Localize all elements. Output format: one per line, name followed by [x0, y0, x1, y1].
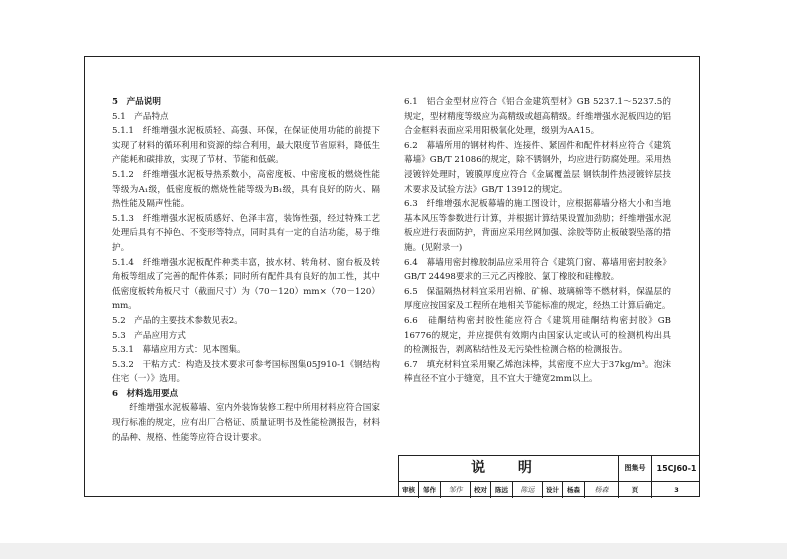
section-5-heading: 5 产品说明: [112, 97, 161, 107]
section-6-7: 6.7 填充材料宜采用聚乙烯泡沫棒，其密度不应大于37kg/m³。泡沫棒直径不宜小于缝宽，且不宜大于缝宽2mm以上。: [404, 359, 671, 385]
atlas-label: 图集号: [619, 456, 652, 481]
proof-label: 校对: [471, 482, 491, 498]
section-6-4: 6.4 幕墙用密封橡胶制品应采用符合《建筑门窗、幕墙用密封胶条》GB/T 24498要求的三元乙丙橡胶、氯丁橡胶和硅橡胶。: [404, 257, 671, 283]
section-6-3: 6.3 纤维增强水泥板幕墙的施工图设计，应根据幕墙分格大小和当地基本风压等参数进行计算，并根据计算结果设置加劲肋；纤维增强水泥板应进行表面防护，背面应采用丝网加强、涂胶等防止板破裂坠落的措施。(见附录一): [404, 199, 671, 253]
section-5-1-1: 5.1.1 纤维增强水泥板质轻、高强、环保，在保证使用功能的前提下实现了材料的循环利用和资源的综合利用，最大限度节省原料，降低生产能耗和碳排放，实现了节材、节能和低碳。: [112, 126, 380, 166]
design-signature: 杨森: [585, 482, 619, 498]
section-5-1-4: 5.1.4 纤维增强水泥板配件种类丰富，披水材、转角材、窗台板及转角板等组成了完善的配件体系；同时所有配件具有良好的加工性，其中低密度板转角板尺寸（截面尺寸）为（70－120）mm×（70－120）mm。: [112, 257, 380, 312]
bottom-strip: [0, 543, 787, 559]
section-5-3-2: 5.3.2 干粘方式：构造及技术要求可参考国标图集05J910-1《钢结构住宅（一）》选用。: [112, 359, 380, 385]
design-name: 杨森: [563, 482, 585, 498]
sheet-title: 说 明: [399, 456, 619, 481]
proof-signature: 陈远: [513, 482, 543, 498]
title-block: [398, 455, 700, 497]
section-5-2: 5.2 产品的主要技术参数见表2。: [112, 315, 243, 326]
page-label: 页: [619, 482, 652, 498]
left-column: [112, 95, 380, 445]
page-number: 3: [674, 486, 679, 494]
section-5-1-3: 5.1.3 纤维增强水泥板质感好、色泽丰富，装饰性强，经过特殊工艺处理后具有不掉色、不变形等特点，同时具有一定的自洁功能，易于维护。: [112, 213, 380, 253]
right-column: [404, 95, 671, 387]
review-signature: 邹作: [441, 482, 471, 498]
proof-name: 陈远: [491, 482, 513, 498]
section-6-5: 6.5 保温隔热材料宜采用岩棉、矿棉、玻璃棉等不燃材料，保温层的厚度应按国家及工程所在地相关节能标准的规定，经热工计算后确定。: [404, 286, 671, 312]
section-6-intro: 纤维增强水泥板幕墙、室内外装饰装修工程中所用材料应符合国家现行标准的规定，应有出厂合格证、质量证明书及性能检测报告，材料的品种、规格、性能等应符合设计要求。: [112, 403, 380, 443]
atlas-number: 15CJ60-1: [656, 464, 697, 473]
section-6-1: 6.1 铝合金型材应符合《铝合金建筑型材》GB 5237.1～5237.5的规定，型材精度等级应为高精级或超高精级。纤维增强水泥板四边的铝合金框料表面应采用阳极氧化处理，级别为AA15。: [404, 97, 671, 137]
review-name: 邹作: [419, 482, 441, 498]
section-5-1: 5.1 产品特点: [112, 111, 169, 122]
section-6-6: 6.6 硅酮结构密封胶性能应符合《建筑用硅酮结构密封胶》GB 16776的规定，并应提供有效期内由国家认定或认可的检测机构出具的检测报告，剥离粘结性及无污染性检测合格的检测报告。: [404, 315, 671, 356]
section-5-1-2: 5.1.2 纤维增强水泥板导热系数小，高密度板、中密度板的燃烧性能等级为A₁级，低密度板的燃烧性能等级为B₁级，具有良好的防火、隔热性能及隔声性能。: [112, 169, 380, 210]
title-block-signature-row: [399, 482, 700, 498]
section-6-2: 6.2 幕墙所用的钢材构件、连接件、紧固件和配件材料应符合《建筑幕墙》GB/T 21086的规定，除不锈钢外，均应进行防腐处理。采用热浸镀锌处理时，镀膜厚度应符合《金属覆盖层 钢铁制件热浸镀锌层技术要求及试验方法》GB/T 13912的规定。: [404, 140, 671, 195]
section-6-heading: 6 材料选用要点: [112, 388, 179, 399]
title-block-top-row: [399, 456, 700, 482]
review-label: 审核: [399, 482, 419, 498]
section-5-3: 5.3 产品应用方式: [112, 330, 186, 341]
section-5-3-1: 5.3.1 幕墙应用方式：见本图集。: [112, 345, 246, 356]
design-label: 设计: [543, 482, 563, 498]
